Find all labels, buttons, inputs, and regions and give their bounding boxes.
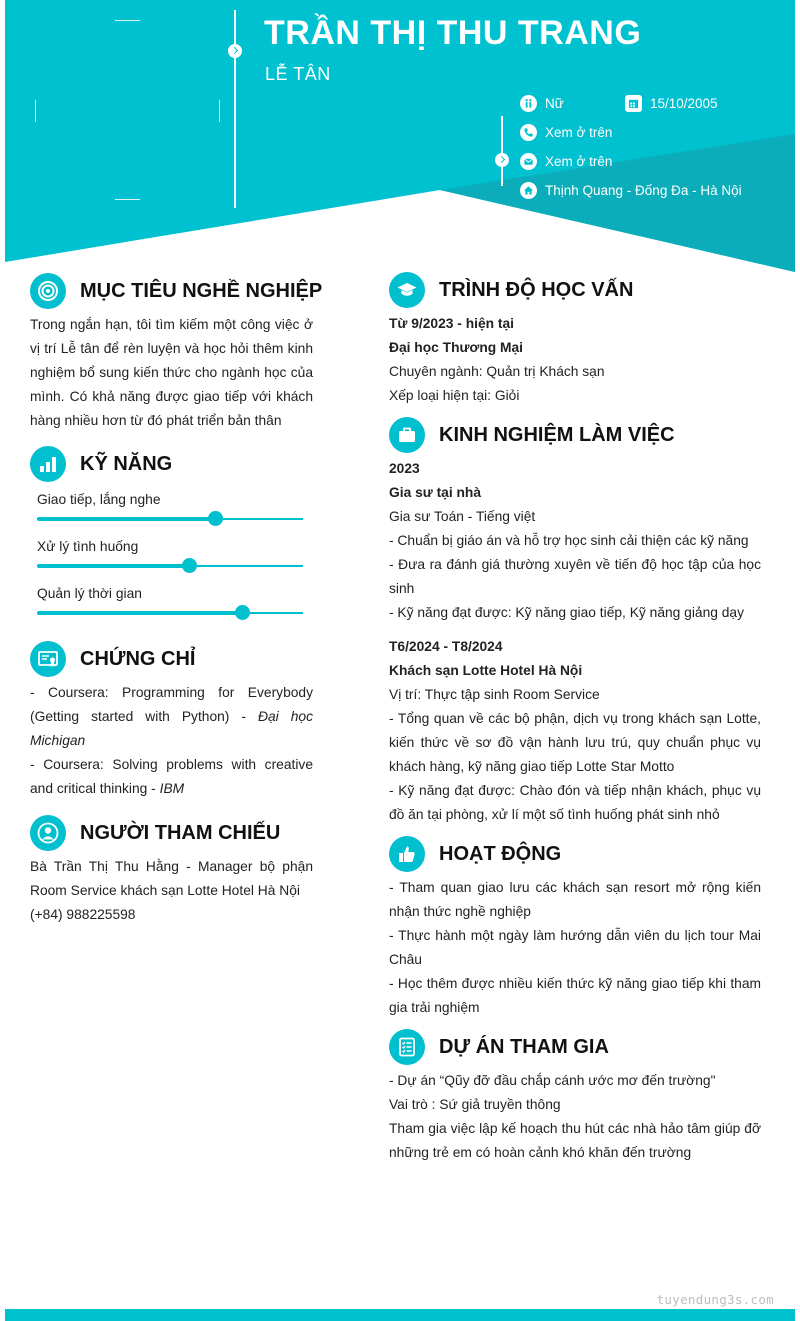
activities-body (389, 876, 761, 1020)
footer-bar (5, 1309, 795, 1321)
briefcase-icon (389, 417, 425, 453)
career-body: Trong ngắn hạn, tôi tìm kiếm một công việc ở vị trí Lễ tân để rèn luyện và học hỏi thêm kinh nghiệm bổ sung kiến thức cho ngành học của mình. Có khả năng được giao tiếp với khách hàng nhiều hơn từ đó phát triển bản thân (30, 317, 313, 428)
target-icon (30, 273, 66, 309)
job-period: T6/2024 - T8/2024 (389, 639, 503, 654)
address-value: Thịnh Quang - Đống Đa - Hà Nội (545, 183, 742, 198)
education-school: Đại học Thương Mại (389, 340, 524, 355)
job-detail: - Tổng quan về các bộ phận, dịch vụ trong khách sạn Lotte, kiến thức về sơ đồ vận hành lưu trú, quy chuẩn phục vụ khách hàng, kỹ năng giao tiếp Lotte Star Motto (389, 711, 761, 774)
experience-title: KINH NGHIỆM LÀM VIỆC (439, 423, 675, 446)
user-icon (30, 815, 66, 851)
certificate-issuer: IBM (159, 781, 185, 796)
job-period: 2023 (389, 461, 420, 476)
reference-title: NGƯỜI THAM CHIẾU (80, 821, 281, 844)
skill-item (37, 537, 303, 567)
birthday-value: 15/10/2005 (650, 96, 718, 111)
skills-section-header (30, 446, 172, 482)
job-company: Gia sư tại nhà (389, 485, 482, 500)
job-title: LỄ TÂN (265, 64, 331, 84)
skill-track (37, 565, 303, 567)
gender-info (520, 95, 564, 112)
experience-job (389, 635, 761, 827)
certificates-body (30, 681, 313, 801)
email-info (520, 153, 612, 170)
bar-chart-icon (30, 446, 66, 482)
experience-job (389, 457, 761, 625)
skill-item (37, 490, 303, 520)
skill-track (37, 612, 303, 614)
skill-label: Xử lý tình huống (37, 539, 139, 554)
gender-value: Nữ (545, 96, 564, 111)
reference-phone: (+84) 988225598 (30, 907, 136, 922)
gender-icon (520, 95, 537, 112)
contact-divider (501, 116, 503, 186)
job-detail: - Chuẩn bị giáo án và hỗ trợ học sinh cải thiện các kỹ năng (389, 533, 749, 548)
skill-track (37, 518, 303, 520)
certificates-title: CHỨNG CHỈ (80, 647, 196, 670)
certificate-icon (30, 641, 66, 677)
activity-item: - Tham quan giao lưu các khách sạn resort mở rộng kiến nhận thức nghề nghiệp (389, 880, 761, 919)
certificate-issuer: Đại học Michigan (30, 709, 313, 748)
email-value: Xem ở trên (545, 154, 613, 169)
experience-section-header (389, 417, 675, 453)
skill-level-knob (182, 558, 197, 573)
skill-item (37, 584, 303, 614)
job-company: Khách sạn Lotte Hotel Hà Nội (389, 663, 583, 678)
reference-body (30, 855, 313, 927)
activities-title: HOẠT ĐỘNG (439, 842, 562, 865)
project-name: - Dự án “Qũy đỡ đầu chắp cánh ước mơ đến trường" (389, 1073, 716, 1088)
skill-level-knob (208, 511, 223, 526)
watermark: tuyendung3s.com (656, 1292, 774, 1307)
education-body (389, 312, 761, 408)
career-section-header (30, 273, 322, 309)
birthday-info (625, 95, 718, 112)
projects-body (389, 1069, 761, 1165)
projects-section-header (389, 1029, 609, 1065)
job-detail: - Kỹ năng đạt được: Chào đón và tiếp nhận khách, phục vụ đồ ăn tại phòng, xử lí một số tình huống phát sinh nhỏ (389, 783, 761, 822)
mail-icon (520, 153, 537, 170)
certificate-text: - Coursera: Solving problems with creative and critical thinking - (30, 757, 313, 796)
phone-info (520, 124, 612, 141)
project-role: Vai trò : Sứ giả truyền thông (389, 1097, 561, 1112)
job-detail: - Kỹ năng đạt được: Kỹ năng giao tiếp, Kỹ năng giảng dạy (389, 605, 745, 620)
education-period: Từ 9/2023 - hiện tại (389, 316, 515, 331)
career-title: MỤC TIÊU NGHỀ NGHIỆP (80, 279, 323, 302)
header-divider (234, 10, 236, 208)
job-detail: - Đưa ra đánh giá thường xuyên về tiến độ học tập của học sinh (389, 557, 761, 596)
header-banner (5, 0, 795, 272)
phone-value: Xem ở trên (545, 125, 613, 140)
education-section-header (389, 272, 633, 308)
thumbs-up-icon (389, 836, 425, 872)
skill-label: Quản lý thời gian (37, 586, 142, 601)
projects-title: DỰ ÁN THAM GIA (439, 1035, 609, 1058)
skill-level-fill (37, 564, 189, 568)
education-grade: Xếp loại hiện tại: Giỏi (389, 388, 520, 403)
skill-level-knob (235, 605, 250, 620)
certificate-item (30, 753, 313, 801)
certificate-text: - Coursera: Programming for Everybody (Getting started with Python) - (30, 685, 313, 724)
education-major: Chuyên ngành: Quản trị Khách sạn (389, 364, 605, 379)
project-description: Tham gia việc lập kế hoạch thu hút các nhà hảo tâm giúp đỡ những trẻ em có hoàn cảnh khó khăn đến trường (389, 1121, 761, 1160)
candidate-name: TRẦN THỊ THU TRANG (264, 14, 642, 52)
skill-label: Giao tiếp, lắng nghe (37, 492, 161, 507)
profile-photo-frame (35, 20, 220, 200)
graduation-cap-icon (389, 272, 425, 308)
job-role: Gia sư Toán - Tiếng việt (389, 509, 536, 524)
checklist-icon (389, 1029, 425, 1065)
skill-level-fill (37, 611, 242, 615)
chevron-right-icon (228, 44, 242, 58)
job-role: Vị trí: Thực tập sinh Room Service (389, 687, 600, 702)
education-title: TRÌNH ĐỘ HỌC VẤN (439, 278, 634, 301)
activities-section-header (389, 836, 561, 872)
skills-title: KỸ NĂNG (80, 452, 173, 475)
home-icon (520, 182, 537, 199)
address-info (520, 182, 742, 199)
chevron-right-icon (495, 153, 509, 167)
certificate-item (30, 681, 313, 753)
activity-item: - Thực hành một ngày làm hướng dẫn viên du lịch tour Mai Châu (389, 928, 761, 967)
reference-person: Bà Trần Thị Thu Hằng - Manager bộ phận Room Service khách sạn Lotte Hotel Hà Nội (30, 859, 313, 898)
activity-item: - Học thêm được nhiều kiến thức kỹ năng giao tiếp khi tham gia trải nghiệm (389, 976, 761, 1015)
reference-section-header (30, 815, 280, 851)
certificates-section-header (30, 641, 195, 677)
phone-icon (520, 124, 537, 141)
skill-level-fill (37, 517, 215, 521)
calendar-icon (625, 95, 642, 112)
